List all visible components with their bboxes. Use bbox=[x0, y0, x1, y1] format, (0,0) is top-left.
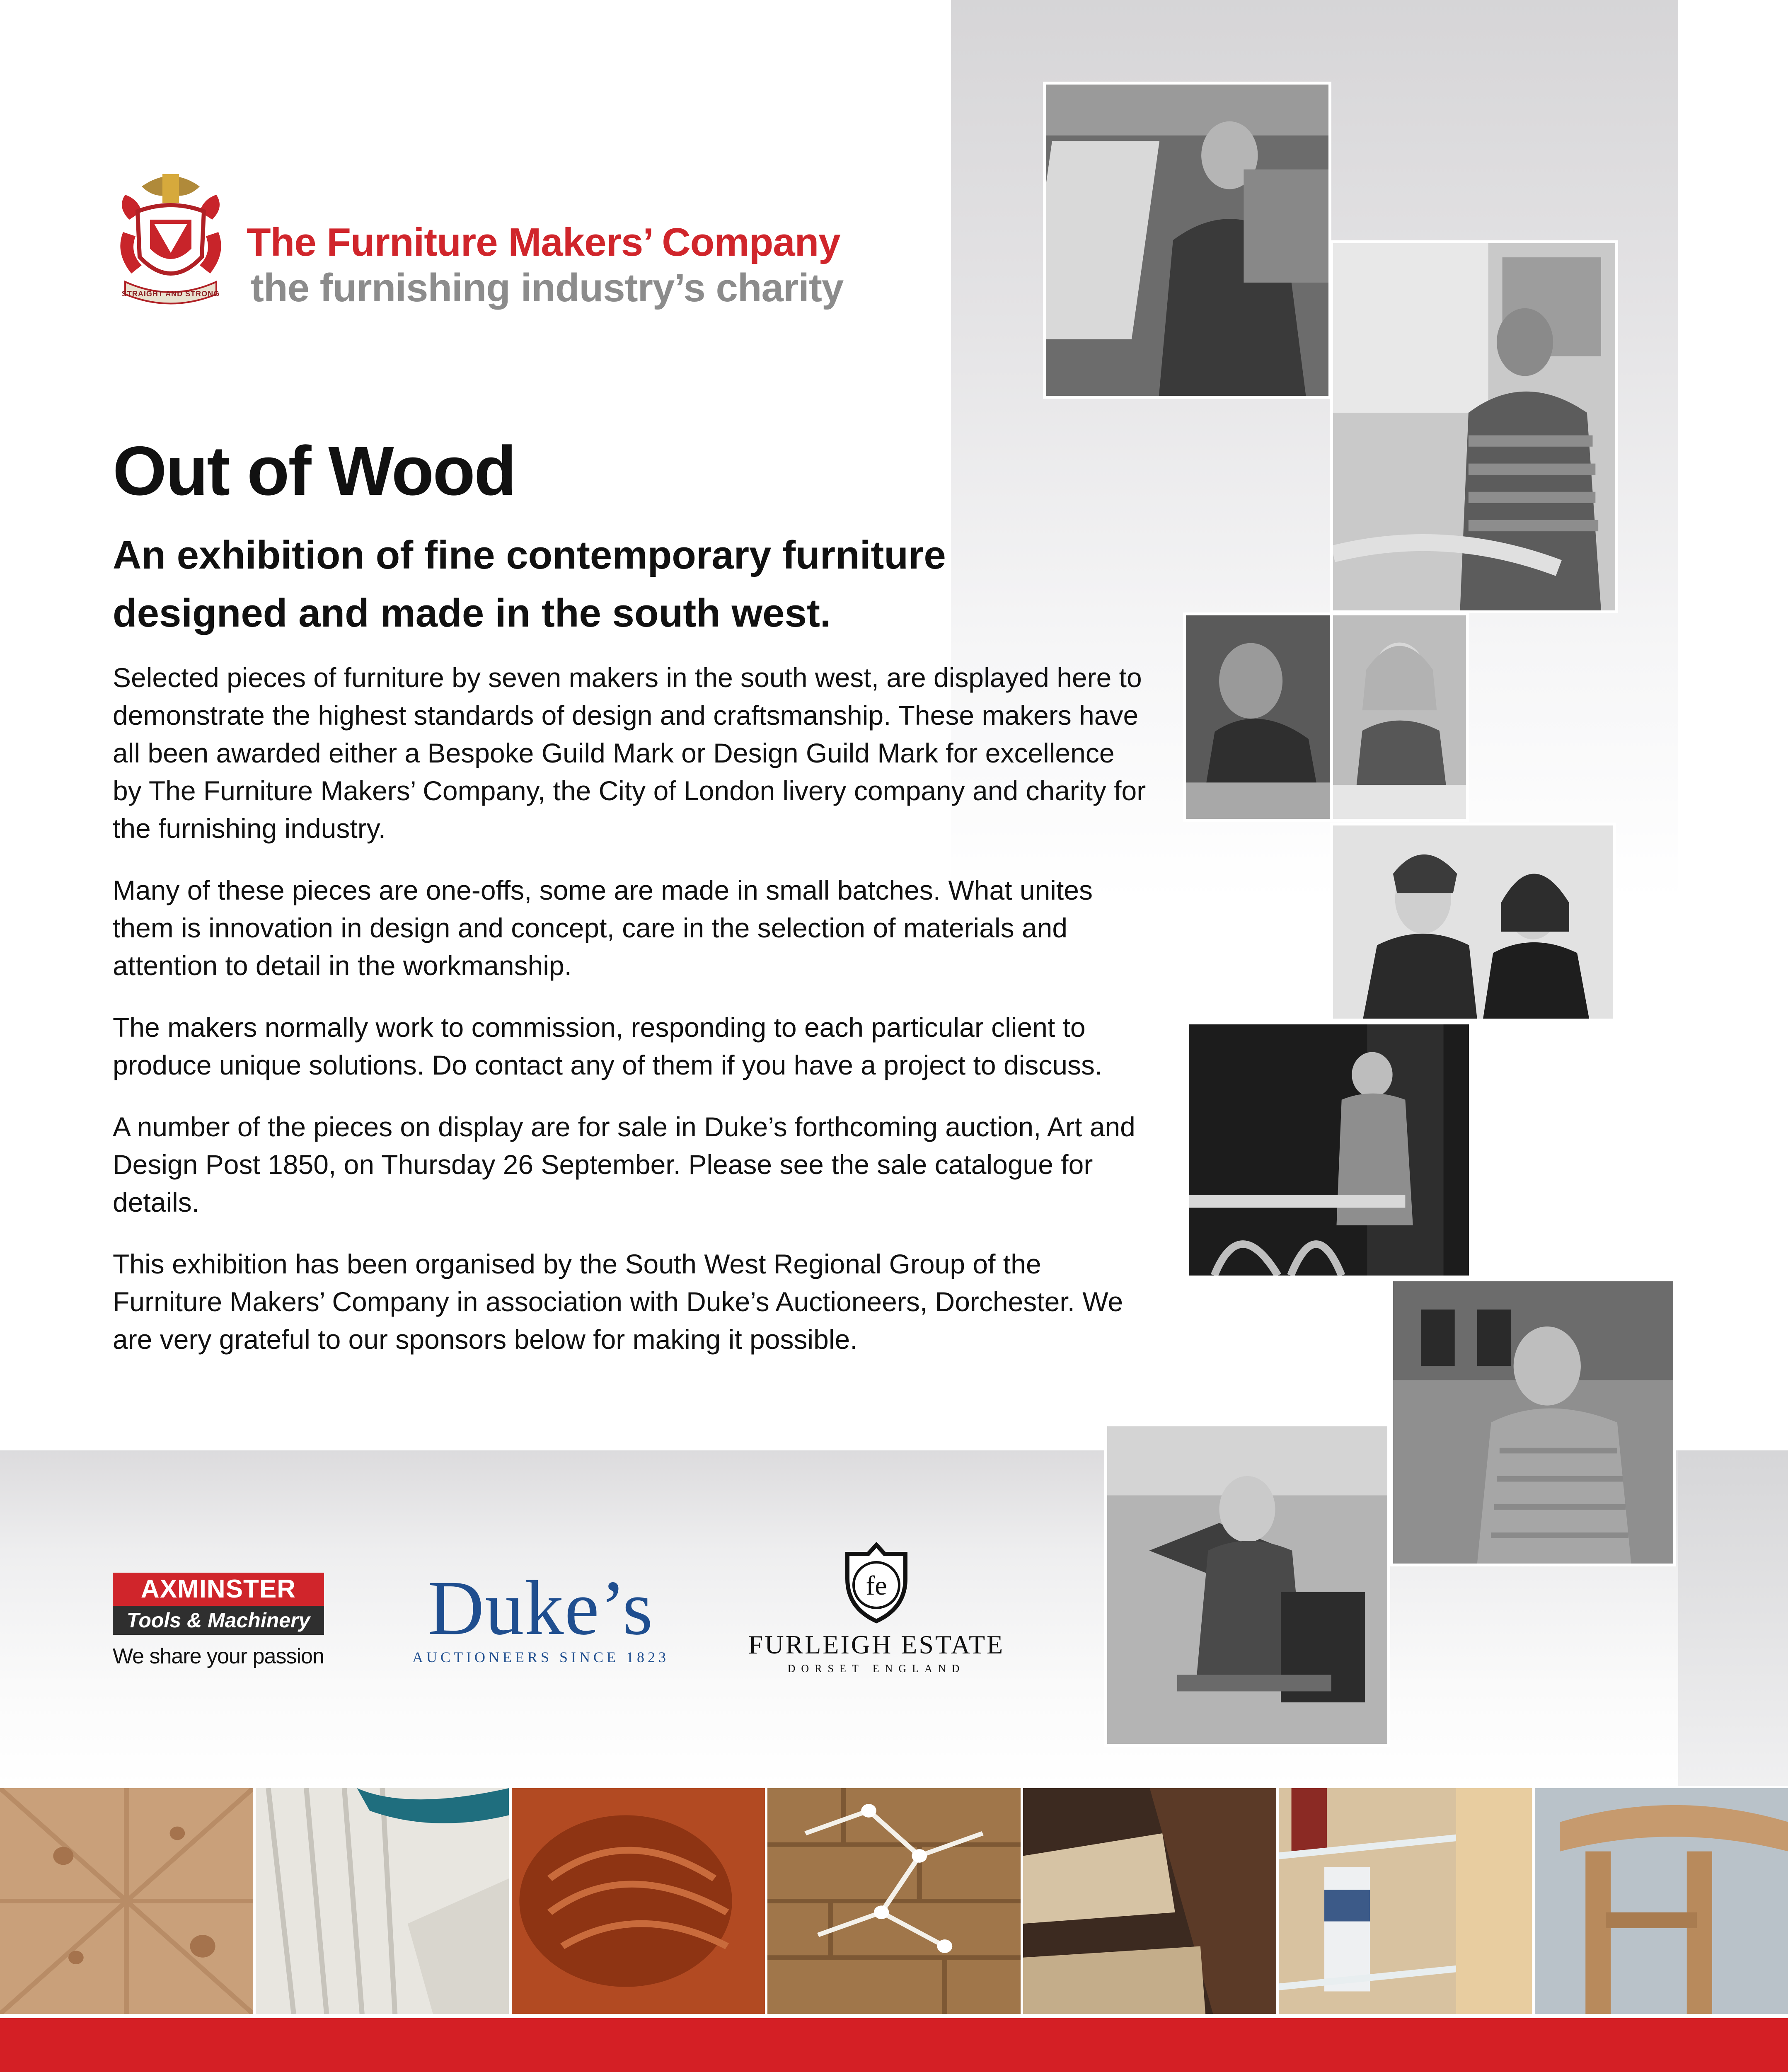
maker-photo-table bbox=[1186, 1021, 1472, 1278]
paragraph: This exhibition has been organised by the South West Regional Group of the Furniture Makers’ Company in association with Duke’s Auctioneers, Dorchester. We are very grateful to our sponsors below for making it possible. bbox=[113, 1249, 1123, 1355]
maker-photo-couple bbox=[1330, 823, 1616, 1021]
swatch-oak-stool bbox=[1535, 1788, 1788, 2014]
sponsor-dukes-logo bbox=[412, 1564, 670, 1666]
maker-photo-woman bbox=[1330, 612, 1469, 822]
swatch-glass-cabinet bbox=[1279, 1788, 1534, 2014]
dukes-subtitle: AUCTIONEERS SINCE 1823 bbox=[412, 1649, 670, 1665]
paragraph: Many of these pieces are one-offs, some are made in small batches. What unites them is innovation in design and concept, care in the selection of materials and attention to detail in the workmanship. bbox=[113, 875, 1093, 981]
axminster-subtitle: Tools & Machinery bbox=[113, 1606, 324, 1635]
maker-photo-drawing bbox=[1043, 82, 1331, 399]
maker-photo-glass bbox=[1390, 1278, 1676, 1566]
sponsor-axminster-logo bbox=[113, 1573, 324, 1669]
furleigh-crest-icon bbox=[835, 1542, 918, 1624]
company-tagline: the furnishing industry’s charity bbox=[251, 266, 844, 310]
furniture-detail-strip bbox=[0, 1788, 1788, 2014]
company-name: The Furniture Makers’ Company bbox=[247, 220, 840, 264]
company-crest-logo bbox=[113, 170, 229, 307]
page-subtitle: An exhibition of fine contemporary furniture designed and made in the south west. bbox=[113, 533, 946, 635]
maker-photo-seated bbox=[1104, 1423, 1390, 1747]
body-text bbox=[113, 659, 1149, 1382]
swatch-carved-bowl bbox=[512, 1788, 767, 2014]
maker-photo-workshop bbox=[1330, 240, 1618, 613]
swatch-walnut-joint bbox=[1023, 1788, 1279, 2014]
furleigh-name: FURLEIGH ESTATE bbox=[748, 1630, 1005, 1659]
paragraph: The makers normally work to commission, responding to each particular client to produce unique solutions. Do contact any of them if you have a project to discuss. bbox=[113, 1012, 1103, 1080]
swatch-white-oak bbox=[256, 1788, 511, 2014]
swatch-burr-veneer bbox=[0, 1788, 256, 2014]
paragraph: Selected pieces of furniture by seven makers in the south west, are displayed here to demonstrate the highest standards of design and craftsmanship. These makers have all been awarded either a Bespoke Guild Mark or Design Guild Mark for excellence by The Furniture Makers’ Company, the City of London livery company and charity for the furnishing industry. bbox=[113, 662, 1146, 844]
crest-motto: STRAIGHT AND STRONG bbox=[121, 290, 220, 298]
axminster-tagline: We share your passion bbox=[113, 1644, 324, 1668]
axminster-name: AXMINSTER bbox=[113, 1573, 324, 1606]
sponsor-furleigh-logo bbox=[746, 1542, 1007, 1675]
furleigh-location: DORSET ENGLAND bbox=[787, 1663, 965, 1675]
footer-red-band bbox=[0, 2018, 1788, 2072]
background-panel-edge bbox=[1678, 1450, 1788, 1786]
furleigh-monogram: fe bbox=[866, 1571, 887, 1601]
paragraph: A number of the pieces on display are for sale in Duke’s forthcoming auction, Art and Design Post 1850, on Thursday 26 September. Please see the sale catalogue for details. bbox=[113, 1111, 1135, 1218]
swatch-inlaid-block bbox=[767, 1788, 1023, 2014]
dukes-name: Duke’s bbox=[428, 1564, 654, 1651]
maker-photo-man-bench bbox=[1183, 612, 1333, 822]
page-title: Out of Wood bbox=[113, 432, 515, 510]
